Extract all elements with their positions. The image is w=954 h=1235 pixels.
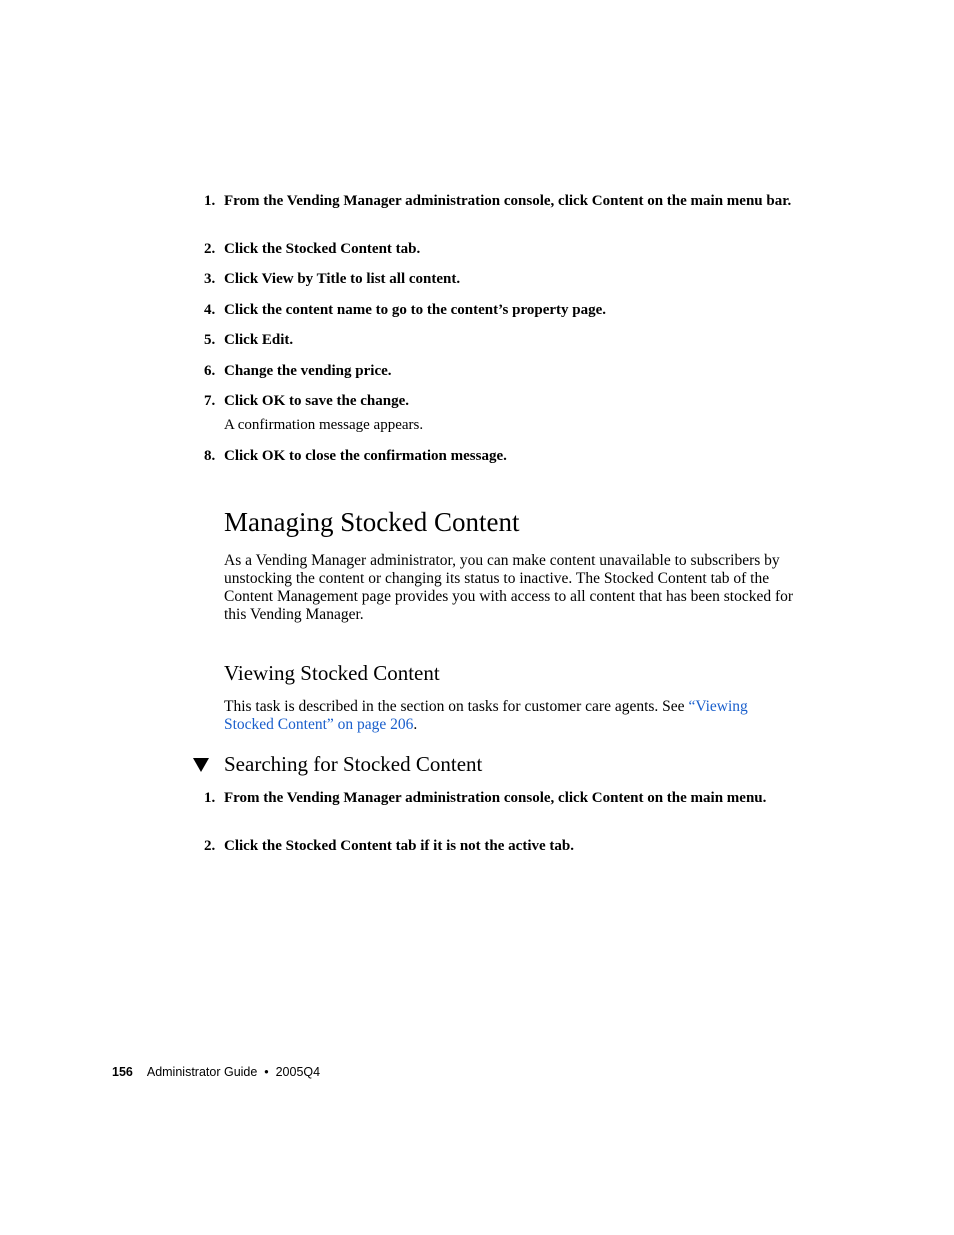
step-number: 2. <box>204 838 216 854</box>
step-2 <box>204 240 794 258</box>
step-number: 4. <box>204 302 216 318</box>
search-step-1 <box>204 789 794 807</box>
viewing-cross-reference-link[interactable]: “Viewing Stocked Content” on page 206 <box>224 698 748 733</box>
step-7 <box>204 392 794 410</box>
page-number: 156 <box>112 1065 133 1079</box>
step-number: 1. <box>204 193 216 209</box>
step-3 <box>204 270 794 288</box>
step-text: Click the Stocked Content tab if it is not the active tab. <box>224 838 574 854</box>
step-text: Click OK to save the change. <box>224 393 409 409</box>
step-text: Click OK to close the confirmation message. <box>224 448 507 464</box>
step-number: 3. <box>204 271 216 287</box>
search-step-2 <box>204 837 794 855</box>
step-7-note: A confirmation message appears. <box>224 417 424 433</box>
step-text: From the Vending Manager administration console, click Content on the main menu bar. <box>224 193 792 209</box>
viewing-heading: Viewing Stocked Content <box>224 661 440 685</box>
viewing-body-suffix: . <box>413 716 418 733</box>
step-text: Click View by Title to list all content. <box>224 271 461 287</box>
step-text: Click Edit. <box>224 332 294 348</box>
searching-heading: Searching for Stocked Content <box>224 752 483 776</box>
step-number: 2. <box>204 241 216 257</box>
viewing-body <box>224 698 794 734</box>
viewing-body-prefix: This task is described in the section on tasks for customer care agents. See <box>224 698 689 715</box>
managing-body: As a Vending Manager administrator, you can make content unavailable to subscribers by unstocking the content or changing its status to inactive. The Stocked Content tab of the Content Management page provides you with access to all content that has been stocked for this Vending Manager. <box>224 552 794 623</box>
procedure-triangle-icon <box>193 758 209 772</box>
step-text: From the Vending Manager administration console, click Content on the main menu. <box>224 790 767 806</box>
page-footer <box>112 1064 320 1080</box>
footer-text: Administrator Guide • 2005Q4 <box>146 1065 321 1079</box>
step-8 <box>204 447 794 465</box>
managing-heading: Managing Stocked Content <box>224 507 520 537</box>
step-number: 1. <box>204 790 216 806</box>
step-6 <box>204 362 794 380</box>
step-1 <box>204 192 794 210</box>
step-number: 8. <box>204 448 216 464</box>
step-number: 7. <box>204 393 216 409</box>
step-text: Click the Stocked Content tab. <box>224 241 421 257</box>
step-number: 6. <box>204 363 216 379</box>
step-number: 5. <box>204 332 216 348</box>
step-text: Change the vending price. <box>224 363 392 379</box>
step-text: Click the content name to go to the content’s property page. <box>224 302 607 318</box>
step-4 <box>204 301 794 319</box>
step-5 <box>204 331 794 349</box>
